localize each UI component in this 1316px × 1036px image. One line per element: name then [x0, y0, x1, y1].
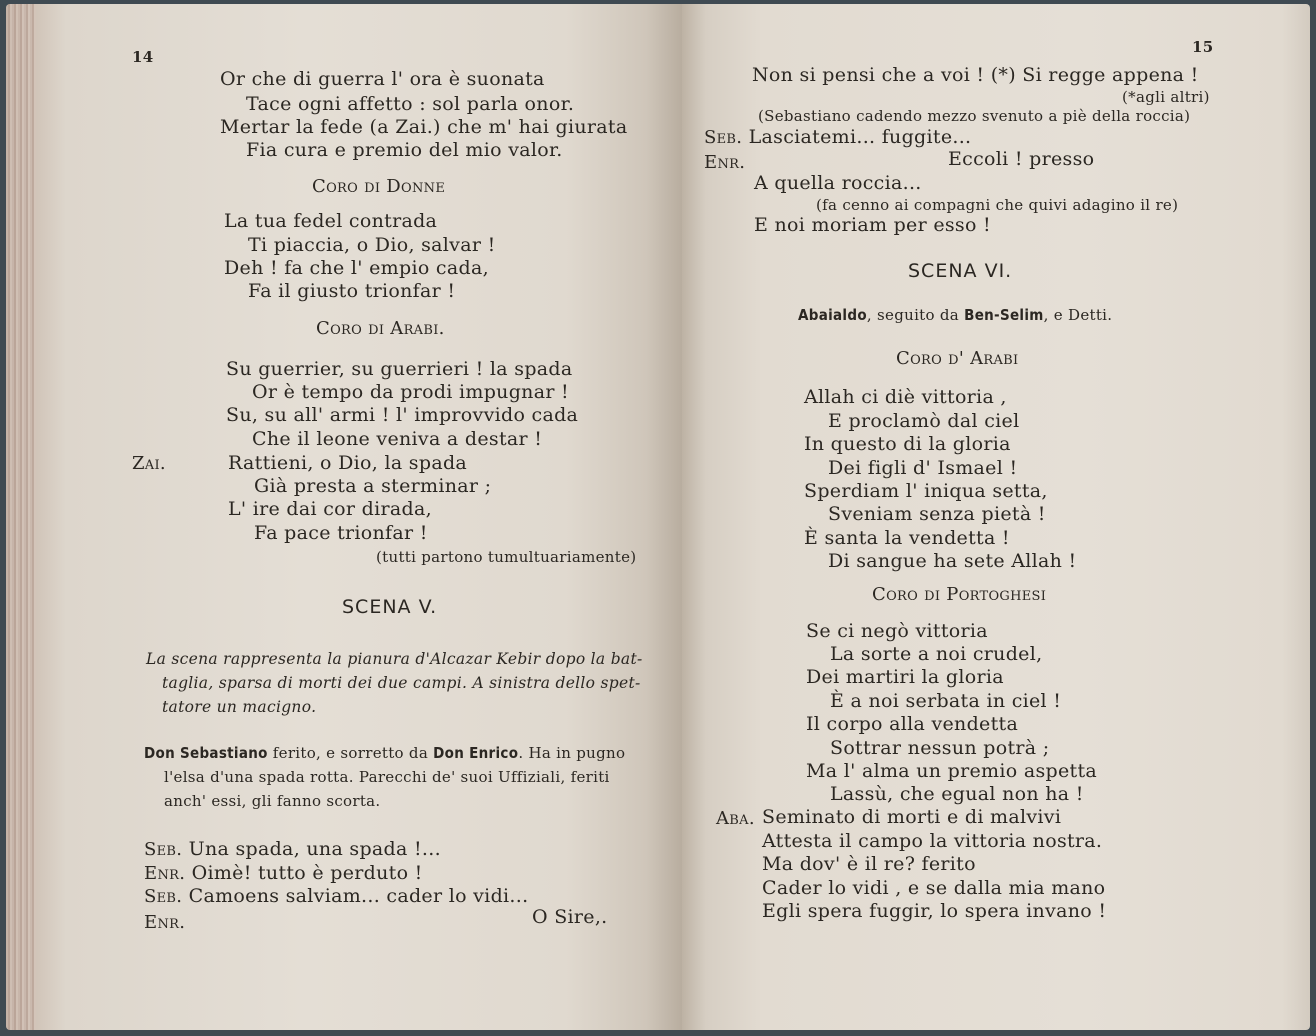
character-entry-line: anch' essi, gli fanno scorta. [164, 792, 381, 810]
speaker-name: Seb. [144, 886, 183, 907]
verse-line: Seminato di morti e di malvivi [762, 806, 1062, 828]
character-entry-line: l'elsa d'una spada rotta. Parecchi de' suoi Uffiziali, feriti [164, 768, 610, 786]
speaker-name: Zai. [132, 453, 166, 474]
right-page [682, 4, 1310, 1030]
verse-line: Dei figli d' Ismael ! [828, 457, 1018, 479]
verse-line: Su, su all' armi ! l' improvvido cada [226, 404, 579, 426]
verse-line: Sveniam senza pietà ! [828, 503, 1046, 525]
verse-line: Mertar la fede (a Zai.) che m' hai giurata [220, 116, 628, 138]
chorus-heading: Coro di Arabi. [316, 318, 445, 339]
stage-direction: (fa cenno ai compagni che quivi adagino il re) [816, 196, 1179, 214]
character-name: Don Sebastiano [144, 744, 268, 762]
verse-line: Su guerrier, su guerrieri ! la spada [226, 358, 573, 380]
verse-line: La tua fedel contrada [224, 210, 438, 232]
verse-line: Ti piaccia, o Dio, salvar ! [248, 234, 496, 256]
verse-line: Tace ogni affetto : sol parla onor. [246, 93, 575, 115]
speaker-name: Seb. [144, 839, 183, 860]
verse-line: L' ire dai cor dirada, [228, 498, 432, 520]
scene-description-line: tatore un macigno. [162, 698, 317, 716]
character-entry: Don Sebastiano ferito, e sorretto da Don Enrico. Ha in pugno [144, 744, 626, 762]
verse-line: È a noi serbata in ciel ! [830, 690, 1062, 712]
verse-line: Attesta il campo la vittoria nostra. [762, 830, 1103, 852]
stage-direction: (Sebastiano cadendo mezzo svenuto a piè della roccia) [758, 107, 1191, 125]
verse-line: Egli spera fuggir, lo spera invano ! [762, 900, 1107, 922]
chorus-heading: Coro d' Arabi [896, 348, 1019, 369]
verse-line: Già presta a sterminar ; [254, 475, 492, 497]
dialog-line: E noi moriam per esso ! [754, 214, 991, 236]
dialog-line: Seb. Camoens salviam... cader lo vidi... [144, 885, 529, 907]
page-number: 15 [1192, 38, 1214, 56]
stage-direction: (*agli altri) [1122, 88, 1210, 106]
speaker-name: Enr. [144, 863, 186, 884]
dialog-line: A quella roccia... [754, 172, 922, 194]
dialog-line: Seb. Lasciatemi... fuggite... [704, 126, 972, 148]
verse-line: Rattieni, o Dio, la spada [228, 452, 468, 474]
verse-line: La sorte a noi crudel, [830, 643, 1043, 665]
speaker-name: Aba. [716, 808, 755, 829]
character-entry: Abaialdo, seguito da Ben-Selim, e Detti. [798, 306, 1113, 324]
verse-line: Se ci negò vittoria [806, 620, 988, 642]
character-name: Don Enrico [433, 744, 519, 762]
verse-line: Lassù, che egual non ha ! [830, 783, 1084, 805]
speaker-name: Enr. [144, 912, 186, 933]
verse-line: Or è tempo da prodi impugnar ! [252, 381, 569, 403]
verse-line: E proclamò dal ciel [828, 410, 1020, 432]
verse-line: Di sangue ha sete Allah ! [828, 550, 1077, 572]
verse-line: Il corpo alla vendetta [806, 713, 1019, 735]
scene-description-line: La scena rappresenta la pianura d'Alcazar Kebir dopo la bat- [146, 650, 643, 668]
character-name: Abaialdo [798, 306, 867, 324]
speaker-name: Enr. [704, 152, 746, 173]
verse-line: Fa il giusto trionfar ! [248, 280, 456, 302]
verse-line: Ma l' alma un premio aspetta [806, 760, 1098, 782]
verse-line: Che il leone veniva a destar ! [252, 428, 543, 450]
dialog-line: Eccoli ! presso [948, 148, 1095, 170]
page-edge-stack [6, 4, 36, 1030]
left-page [6, 4, 682, 1030]
verse-line: Dei martiri la gloria [806, 666, 1004, 688]
scene-description-line: taglia, sparsa di morti dei due campi. A sinistra dello spet- [162, 674, 641, 692]
verse-line: Ma dov' è il re? ferito [762, 853, 976, 875]
chorus-heading: Coro di Portoghesi [872, 584, 1047, 605]
verse-line: È santa la vendetta ! [804, 527, 1010, 549]
page-number: 14 [132, 48, 154, 66]
dialog-line: Non si pensi che a voi ! (*) Si regge appena ! [752, 64, 1199, 86]
verse-line: Sperdiam l' iniqua setta, [804, 480, 1048, 502]
verse-line: Cader lo vidi , e se dalla mia mano [762, 877, 1106, 899]
scene-heading: SCENA V. [342, 596, 438, 618]
chorus-heading: Coro di Donne [312, 176, 446, 197]
verse-line: In questo di la gloria [804, 433, 1011, 455]
dialog-line: Enr. Oimè! tutto è perduto ! [144, 862, 423, 884]
verse-line: Deh ! fa che l' empio cada, [224, 257, 489, 279]
dialog-line: O Sire,. [532, 906, 608, 928]
dialog-line: Seb. Una spada, una spada !... [144, 838, 441, 860]
verse-line: Or che di guerra l' ora è suonata [220, 68, 545, 90]
character-name: Ben-Selim [964, 306, 1044, 324]
stage-direction: (tutti partono tumultuariamente) [376, 548, 637, 566]
speaker-name: Seb. [704, 127, 743, 148]
scene-heading: SCENA VI. [908, 260, 1013, 282]
verse-line: Fa pace trionfar ! [254, 522, 428, 544]
verse-line: Allah ci diè vittoria , [804, 386, 1007, 408]
verse-line: Sottrar nessun potrà ; [830, 737, 1050, 759]
verse-line: Fia cura e premio del mio valor. [246, 139, 563, 161]
